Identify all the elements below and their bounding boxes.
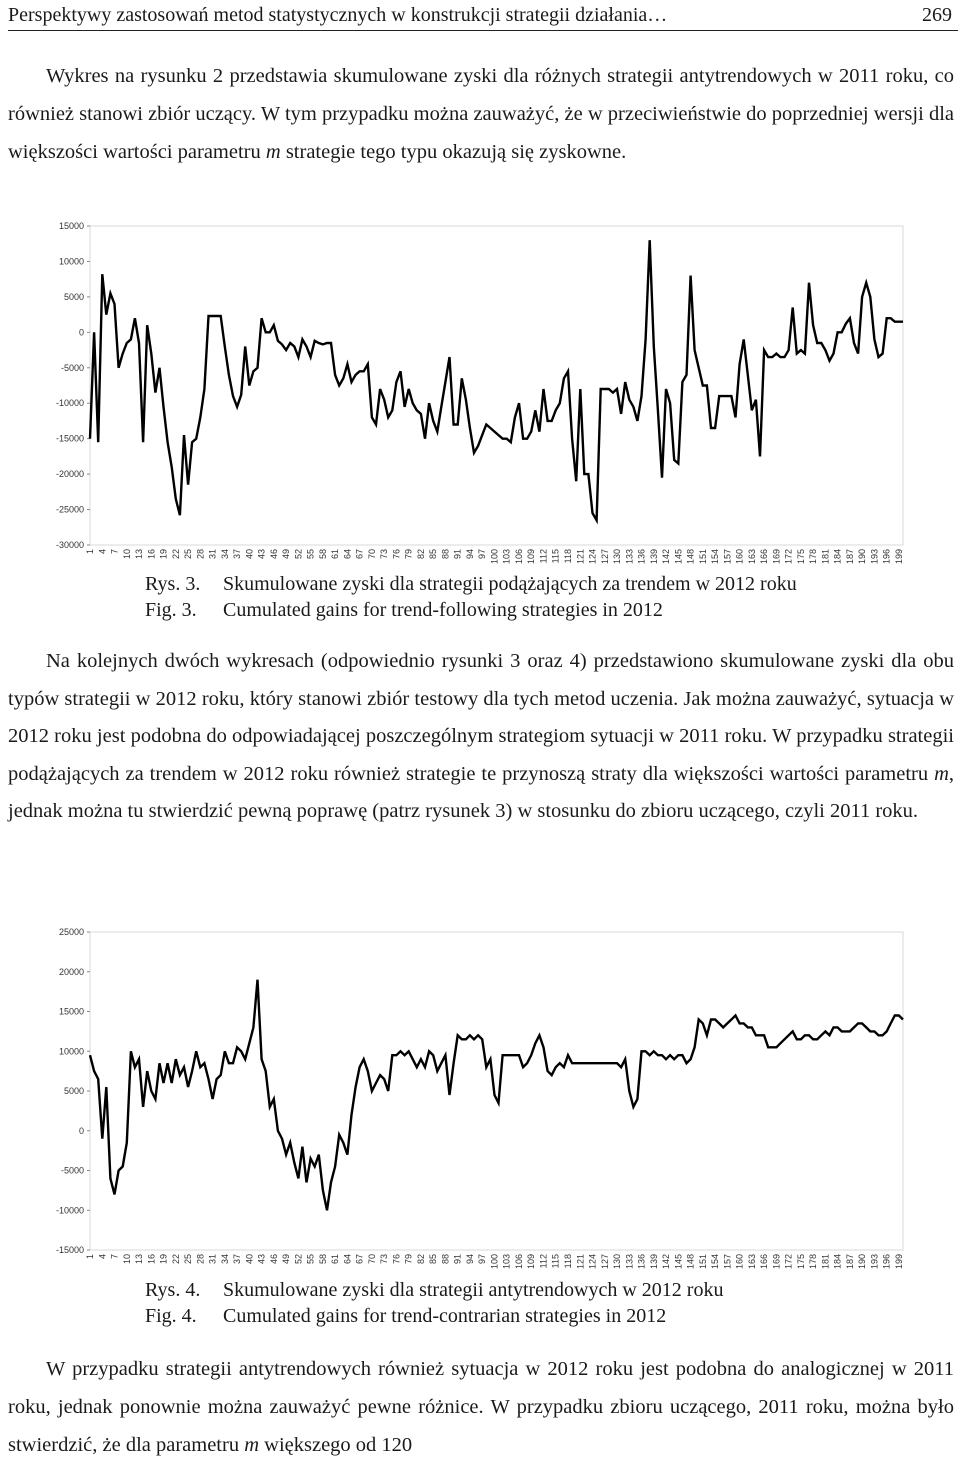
x-tick-label: 112 <box>538 549 549 564</box>
x-tick-label: 4 <box>97 549 108 555</box>
x-tick-label: 160 <box>734 1254 745 1270</box>
x-tick-label: 172 <box>783 1254 794 1270</box>
x-tick-label: 97 <box>477 1254 488 1265</box>
x-tick-label: 70 <box>366 549 377 560</box>
x-tick-label: 196 <box>881 1254 892 1270</box>
x-tick-label: 193 <box>869 1254 880 1270</box>
x-tick-label: 64 <box>342 1254 353 1265</box>
x-tick-label: 169 <box>771 1254 782 1270</box>
x-tick-label: 136 <box>636 1254 647 1270</box>
caption-text: Cumulated gains for trend-following strategies in 2012 <box>223 599 663 621</box>
figure-4-caption <box>145 1277 723 1329</box>
x-tick-label: 94 <box>464 1254 475 1265</box>
paragraph-1 <box>8 57 954 171</box>
x-tick-label: 43 <box>256 1254 267 1265</box>
x-tick-label: 49 <box>281 1254 292 1265</box>
x-tick-label: 181 <box>820 1254 831 1270</box>
x-tick-label: 178 <box>808 549 819 565</box>
x-tick-label: 160 <box>734 549 745 565</box>
x-tick-label: 94 <box>464 549 475 560</box>
x-tick-label: 28 <box>195 549 206 560</box>
x-tick-label: 196 <box>881 549 892 565</box>
y-tick-label: -15000 <box>55 433 84 444</box>
caption-text: Cumulated gains for trend-contrarian strategies in 2012 <box>223 1305 667 1327</box>
x-tick-label: 139 <box>648 1254 659 1270</box>
x-tick-label: 34 <box>219 549 230 560</box>
series-line <box>90 980 903 1211</box>
x-tick-label: 187 <box>844 1254 855 1270</box>
x-tick-label: 190 <box>857 549 868 565</box>
figure-4-chart <box>40 924 920 1274</box>
x-tick-label: 1 <box>85 1254 95 1260</box>
x-tick-label: 157 <box>722 549 733 565</box>
x-tick-label: 7 <box>109 1254 120 1260</box>
param-m: m <box>244 1434 260 1456</box>
paragraph-3-text-a: W przypadku strategii antytrendowych również sytuacja w 2012 roku jest podobna do analogicznej w 2011 roku, jednak ponownie można zauważyć pewne różnice. W przypadku zbioru uczącego, 2011 roku, można było stwierdzić, że dla parametru <box>8 1358 954 1456</box>
x-tick-label: 163 <box>746 1254 757 1270</box>
running-header <box>8 0 958 31</box>
plot-frame <box>90 226 903 545</box>
x-tick-label: 1 <box>85 549 95 555</box>
x-tick-label: 16 <box>146 1254 157 1265</box>
x-tick-label: 19 <box>158 1254 169 1265</box>
x-tick-label: 145 <box>673 1254 684 1270</box>
x-tick-label: 151 <box>697 549 708 565</box>
x-tick-label: 169 <box>771 549 782 565</box>
x-tick-label: 82 <box>415 1254 426 1265</box>
x-tick-label: 61 <box>330 549 341 560</box>
x-tick-label: 91 <box>452 549 463 560</box>
x-tick-label: 52 <box>293 1254 304 1265</box>
x-tick-label: 139 <box>648 549 659 565</box>
x-tick-label: 109 <box>526 1254 537 1270</box>
x-tick-label: 184 <box>832 1254 843 1270</box>
x-tick-label: 52 <box>293 549 304 560</box>
x-tick-label: 184 <box>832 549 843 565</box>
figure-3-caption <box>145 571 797 623</box>
x-tick-label: 133 <box>624 549 635 565</box>
x-tick-label: 127 <box>599 1254 610 1270</box>
x-tick-label: 58 <box>317 549 328 560</box>
x-tick-label: 79 <box>403 549 414 560</box>
x-tick-label: 13 <box>134 549 145 560</box>
x-tick-label: 154 <box>710 1254 721 1270</box>
x-tick-label: 76 <box>391 549 402 560</box>
y-tick-label: 10000 <box>58 1046 84 1057</box>
x-tick-label: 181 <box>820 549 831 565</box>
x-tick-label: 175 <box>795 1254 806 1270</box>
header-title: Perspektywy zastosowań metod statystycznych w konstrukcji strategii działania… <box>8 4 668 26</box>
y-tick-label: 20000 <box>58 966 84 977</box>
x-tick-label: 85 <box>428 1254 439 1265</box>
x-tick-label: 73 <box>379 549 390 560</box>
y-tick-label: -30000 <box>55 540 84 550</box>
x-tick-label: 55 <box>305 1254 316 1265</box>
x-tick-label: 124 <box>587 1254 598 1270</box>
x-tick-label: 166 <box>759 549 770 565</box>
x-tick-label: 31 <box>207 549 218 560</box>
y-tick-label: 0 <box>78 327 84 338</box>
x-tick-label: 61 <box>330 1254 341 1265</box>
x-tick-label: 103 <box>501 1254 512 1270</box>
x-tick-label: 40 <box>244 1254 255 1265</box>
x-tick-label: 31 <box>207 1254 218 1265</box>
x-tick-label: 190 <box>857 1254 868 1270</box>
x-tick-label: 79 <box>403 1254 414 1265</box>
param-m: m <box>265 141 281 163</box>
x-tick-label: 187 <box>844 549 855 565</box>
x-tick-label: 115 <box>550 549 561 564</box>
param-m: m <box>934 762 949 785</box>
x-tick-label: 7 <box>109 549 120 555</box>
x-tick-label: 175 <box>795 549 806 565</box>
x-tick-label: 34 <box>219 1254 230 1265</box>
x-tick-label: 127 <box>599 549 610 565</box>
paragraph-1-text-a: Wykres na rysunku 2 przedstawia skumulowane zyski dla różnych strategii antytrendowych w 2011 roku, co również stanowi zbiór uczący. W tym przypadku można zauważyć, że w przeciwieństwie do poprzedniej wersji dla większości wartości parametru <box>8 65 954 163</box>
y-tick-label: -25000 <box>55 504 84 515</box>
x-tick-label: 112 <box>538 1254 549 1269</box>
caption-label: Rys. 4. <box>145 1279 201 1301</box>
y-tick-label: 15000 <box>58 1006 84 1017</box>
y-tick-label: -10000 <box>55 398 84 409</box>
x-tick-label: 88 <box>440 549 451 560</box>
x-tick-label: 136 <box>636 549 647 565</box>
x-tick-label: 145 <box>673 549 684 565</box>
x-tick-label: 85 <box>428 549 439 560</box>
x-tick-label: 10 <box>121 549 132 560</box>
x-tick-label: 199 <box>893 1254 904 1270</box>
x-tick-label: 64 <box>342 549 353 560</box>
x-tick-label: 121 <box>575 549 586 565</box>
x-tick-label: 91 <box>452 1254 463 1265</box>
x-tick-label: 100 <box>489 549 500 565</box>
page-number: 269 <box>922 4 952 26</box>
x-tick-label: 13 <box>134 1254 145 1265</box>
paragraph-2-text-a: Na kolejnych dwóch wykresach (odpowiednio rysunki 3 oraz 4) przedstawiono skumulowane zyski dla obu typów strategii w 2012 roku, który stanowi zbiór testowy dla tych metod uczenia. Jak można zauważyć, sytuacja w 2012 roku jest podobna do odpowiadającej poszczególnym strategiom sytuacji w 2011 roku. W przypadku strategii podążających za trendem w 2012 roku również strategie te przynoszą straty dla większości wartości parametru <box>8 650 954 785</box>
x-tick-label: 73 <box>379 1254 390 1265</box>
x-tick-label: 25 <box>183 549 194 560</box>
x-tick-label: 193 <box>869 549 880 565</box>
y-tick-label: -15000 <box>55 1245 84 1255</box>
x-tick-label: 100 <box>489 1254 500 1270</box>
x-tick-label: 40 <box>244 549 255 560</box>
paragraph-3 <box>8 1350 954 1464</box>
x-tick-label: 106 <box>513 1254 524 1270</box>
y-tick-label: -5000 <box>60 362 84 373</box>
x-tick-label: 58 <box>317 1254 328 1265</box>
x-tick-label: 142 <box>661 549 672 565</box>
x-tick-label: 118 <box>562 549 573 564</box>
y-tick-label: 5000 <box>63 291 84 302</box>
x-tick-label: 88 <box>440 1254 451 1265</box>
x-tick-label: 82 <box>415 549 426 560</box>
x-tick-label: 166 <box>759 1254 770 1270</box>
x-tick-label: 115 <box>550 1254 561 1269</box>
x-tick-label: 55 <box>305 549 316 560</box>
caption-label: Fig. 4. <box>145 1305 197 1327</box>
x-tick-label: 22 <box>170 549 181 560</box>
y-tick-label: -10000 <box>55 1205 84 1216</box>
x-tick-label: 67 <box>354 1254 365 1265</box>
x-tick-label: 157 <box>722 1254 733 1270</box>
x-tick-label: 43 <box>256 549 267 560</box>
x-tick-label: 22 <box>170 1254 181 1265</box>
y-tick-label: -20000 <box>55 469 84 480</box>
x-tick-label: 172 <box>783 549 794 565</box>
x-tick-label: 19 <box>158 549 169 560</box>
x-tick-label: 25 <box>183 1254 194 1265</box>
x-tick-label: 37 <box>232 549 243 560</box>
y-tick-label: 0 <box>78 1125 84 1136</box>
caption-label: Fig. 3. <box>145 599 197 621</box>
x-tick-label: 178 <box>808 1254 819 1270</box>
x-tick-label: 151 <box>697 1254 708 1270</box>
y-tick-label: 25000 <box>58 927 84 937</box>
figure-3-chart <box>40 218 920 566</box>
x-tick-label: 109 <box>526 549 537 565</box>
x-tick-label: 16 <box>146 549 157 560</box>
x-tick-label: 67 <box>354 549 365 560</box>
x-tick-label: 106 <box>513 549 524 565</box>
caption-text: Skumulowane zyski dla strategii antytrendowych w 2012 roku <box>223 1279 724 1301</box>
x-tick-label: 130 <box>612 549 623 565</box>
x-tick-label: 163 <box>746 549 757 565</box>
y-tick-label: 15000 <box>58 221 84 231</box>
x-tick-label: 97 <box>477 549 488 560</box>
x-tick-label: 154 <box>710 549 721 565</box>
x-tick-label: 142 <box>661 1254 672 1270</box>
series-line <box>90 240 903 520</box>
paragraph-2 <box>8 643 954 831</box>
x-tick-label: 70 <box>366 1254 377 1265</box>
x-tick-label: 130 <box>612 1254 623 1270</box>
x-tick-label: 118 <box>562 1254 573 1269</box>
x-tick-label: 133 <box>624 1254 635 1270</box>
x-tick-label: 199 <box>893 549 904 565</box>
x-tick-label: 46 <box>268 549 279 560</box>
y-tick-label: -5000 <box>60 1165 84 1176</box>
x-tick-label: 103 <box>501 549 512 565</box>
x-tick-label: 121 <box>575 1254 586 1270</box>
paragraph-1-text-b: strategie tego typu okazują się zyskowne. <box>280 141 627 163</box>
x-tick-label: 76 <box>391 1254 402 1265</box>
caption-label: Rys. 3. <box>145 573 201 595</box>
x-tick-label: 49 <box>281 549 292 560</box>
paragraph-2-text-b: , jednak można tu stwierdzić pewną poprawę (patrz rysunek 3) w stosunku do zbioru uczącego, czyli 2011 roku. <box>8 762 954 822</box>
x-tick-label: 46 <box>268 1254 279 1265</box>
x-tick-label: 124 <box>587 549 598 565</box>
y-tick-label: 10000 <box>58 256 84 267</box>
paragraph-3-text-b: większego od 120 <box>259 1434 413 1456</box>
x-tick-label: 37 <box>232 1254 243 1265</box>
x-tick-label: 148 <box>685 1254 696 1270</box>
x-tick-label: 10 <box>121 1254 132 1265</box>
x-tick-label: 4 <box>97 1254 108 1260</box>
chart-svg <box>40 924 920 1274</box>
y-tick-label: 5000 <box>63 1086 84 1096</box>
x-tick-label: 28 <box>195 1254 206 1265</box>
chart-svg <box>40 218 920 566</box>
x-tick-label: 148 <box>685 549 696 565</box>
caption-text: Skumulowane zyski dla strategii podążających za trendem w 2012 roku <box>223 573 797 595</box>
